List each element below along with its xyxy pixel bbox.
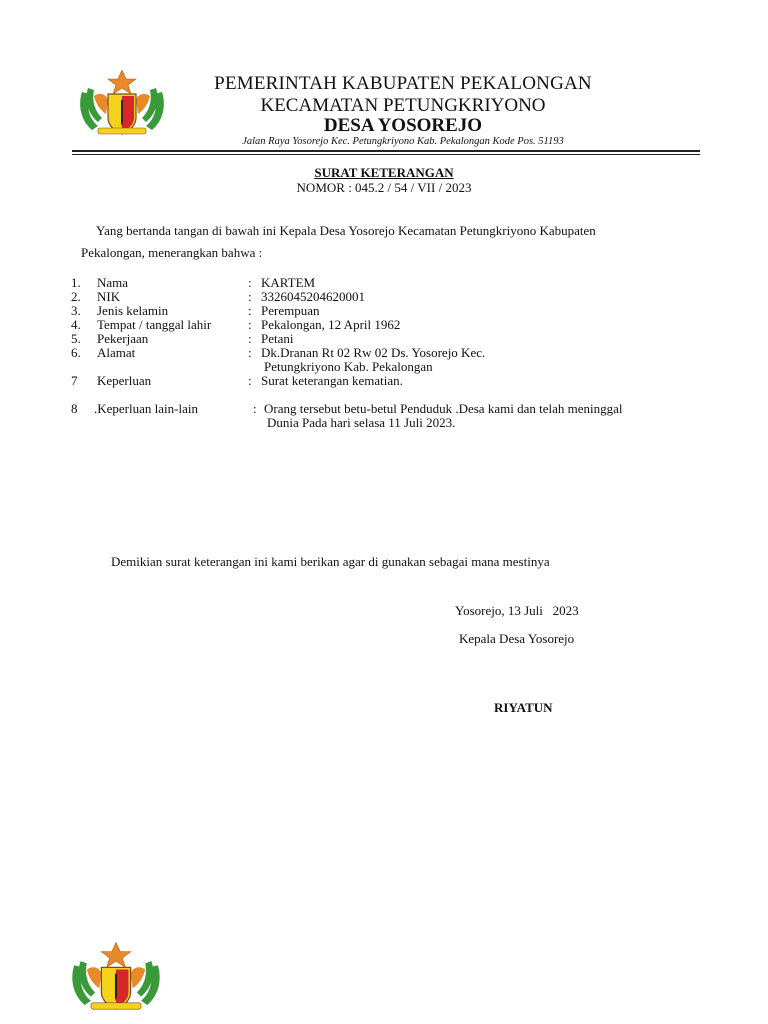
field-row-occupation — [0, 332, 768, 346]
field-row-nama — [0, 276, 768, 290]
signature-name: RIYATUN — [494, 700, 553, 715]
field-number: 2. — [71, 289, 81, 304]
field-value: Orang tersebut betu-betul Penduduk .Desa kami dan telah meninggal — [264, 401, 623, 416]
field-value: Petani — [261, 331, 294, 346]
field-row-address — [0, 346, 768, 374]
field-row-nik — [0, 290, 768, 304]
field-label: .Keperluan lain-lain — [94, 401, 198, 416]
emblem-kris — [115, 974, 117, 1001]
field-colon: : — [248, 317, 252, 332]
field-number: 5. — [71, 331, 81, 346]
field-colon: : — [248, 373, 252, 388]
field-colon: : — [248, 303, 252, 318]
letter-title: SURAT KETERANGAN — [314, 165, 454, 180]
field-value: Dk.Dranan Rt 02 Rw 02 Ds. Yosorejo Kec. — [261, 345, 486, 360]
header-government-line: PEMERINTAH KABUPATEN PEKALONGAN — [214, 73, 592, 94]
header-district-line: KECAMATAN PETUNGKRIYONO — [260, 95, 546, 116]
field-value: 3326045204620001 — [261, 289, 365, 304]
header-divider-thick — [72, 150, 700, 152]
field-label: Keperluan — [97, 373, 152, 388]
field-value: Pekalongan, 12 April 1962 — [261, 317, 401, 332]
field-value: Perempuan — [261, 303, 320, 318]
field-value-continued: Petungkriyono Kab. Pekalongan — [264, 359, 433, 374]
header-divider-thin — [72, 154, 700, 155]
field-value: Surat keterangan kematian. — [261, 373, 403, 388]
signature-position: Kepala Desa Yosorejo — [459, 631, 575, 646]
emblem-star-icon — [108, 70, 136, 94]
letter-number: NOMOR : 045.2 / 54 / VII / 2023 — [296, 180, 472, 195]
field-label: NIK — [97, 289, 121, 304]
field-label: Pekerjaan — [97, 331, 149, 346]
field-label: Jenis kelamin — [97, 303, 169, 318]
field-row-other-purpose — [0, 402, 768, 430]
field-number: 3. — [71, 303, 81, 318]
emblem-star-icon — [101, 942, 130, 967]
header-address: Jalan Raya Yosorejo Kec. Petungkriyono Kab. Pekalongan Kode Pos. 51193 — [242, 136, 564, 147]
field-colon: : — [253, 401, 257, 416]
pekalongan-emblem-logo — [76, 70, 168, 140]
field-label: Nama — [97, 275, 129, 290]
signature-place-date: Yosorejo, 13 Juli 2023 — [455, 603, 579, 618]
field-colon: : — [248, 331, 252, 346]
emblem-ribbon — [98, 128, 146, 134]
intro-line-2: Pekalongan, menerangkan bahwa : — [81, 245, 263, 260]
field-row-purpose — [0, 374, 768, 388]
closing-statement: Demikian surat keterangan ini kami berikan agar di gunakan sebagai mana mestinya — [111, 554, 550, 569]
field-colon: : — [248, 275, 252, 290]
field-value: KARTEM — [261, 275, 316, 290]
field-value-continued: Dunia Pada hari selasa 11 Juli 2023. — [267, 415, 456, 430]
field-colon: : — [248, 289, 252, 304]
field-number: 7 — [71, 373, 78, 388]
field-label: Alamat — [97, 345, 136, 360]
field-row-birth — [0, 318, 768, 332]
field-colon: : — [248, 345, 252, 360]
emblem-ribbon — [91, 1003, 141, 1009]
field-number: 1. — [71, 275, 81, 290]
field-row-gender — [0, 304, 768, 318]
intro-line-1: Yang bertanda tangan di bawah ini Kepala Desa Yosorejo Kecamatan Petungkriyono Kabupaten — [96, 223, 596, 238]
emblem-kris — [121, 100, 123, 126]
pekalongan-emblem-logo-bottom — [68, 940, 164, 1024]
field-number: 8 — [71, 401, 78, 416]
field-number: 4. — [71, 317, 81, 332]
field-label: Tempat / tanggal lahir — [97, 317, 212, 332]
header-village-line: DESA YOSOREJO — [323, 115, 483, 136]
field-number: 6. — [71, 345, 81, 360]
